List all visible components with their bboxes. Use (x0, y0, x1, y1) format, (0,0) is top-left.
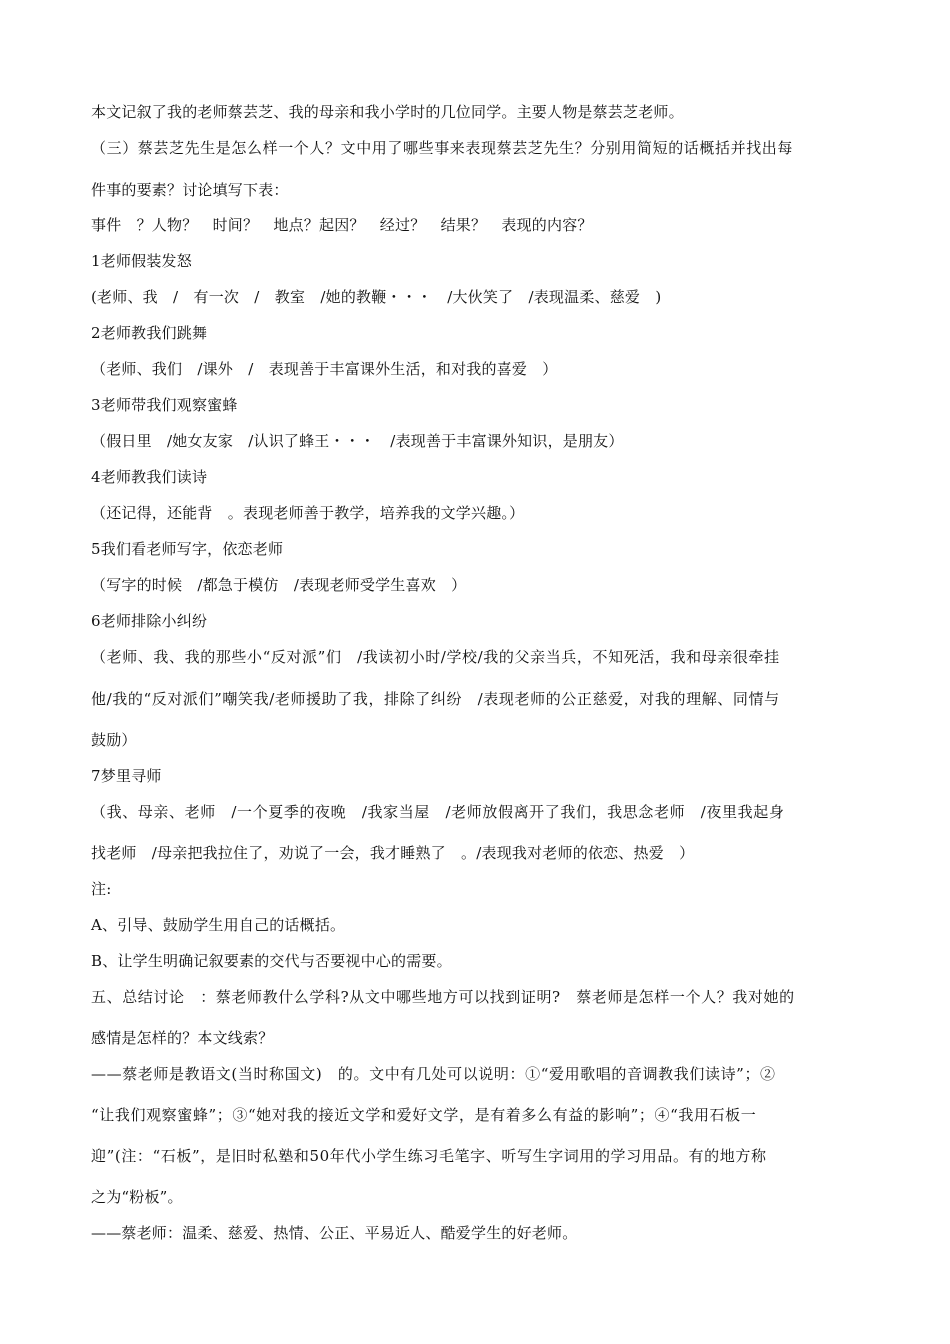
text-line: 感情是怎样的？本文线索？ (91, 1029, 274, 1047)
text-line: “让我们观察蜜蜂”；③“她对我的接近文学和爱好文学，是有着多么有益的影响”；④“我用石板一 (91, 1106, 757, 1124)
text-line: 他/我的“反对派们”嘲笑我/老师援助了我，排除了纠纷 /表现老师的公正慈爱，对我的理解、同情与 (91, 690, 780, 708)
text-line: 4老师教我们读诗 (91, 468, 208, 486)
text-line: 之为“粉板”。 (91, 1188, 183, 1206)
text-line: 6老师排除小纠纷 (91, 612, 208, 630)
text-line: 1老师假装发怒 (91, 252, 192, 270)
text-line: 五、总结讨论 ：蔡老师教什么学科?从文中哪些地方可以找到证明? 蔡老师是怎样一个人？我对她的 (91, 988, 795, 1006)
text-line: 2老师教我们跳舞 (91, 324, 208, 342)
text-line: ——蔡老师是教语文(当时称国文) 的。文中有几处可以说明：①“爱用歌唱的音调教我们读诗”；② (91, 1065, 776, 1083)
text-line: 3老师带我们观察蜜蜂 (91, 396, 238, 414)
text-line: （还记得，还能背 。表现老师善于教学，培养我的文学兴趣。） (91, 504, 525, 522)
text-line: 7梦里寻师 (91, 767, 162, 785)
text-line: 迎”(注：“石板”，是旧时私塾和50年代小学生练习毛笔字、听写生字词用的学习用品。有的地方称 (91, 1147, 767, 1165)
text-line: 找老师 /母亲把我拉住了，劝说了一会，我才睡熟了 。/表现我对老师的依恋、热爱 ） (91, 844, 695, 862)
text-line: A、引导、鼓励学生用自己的话概括。 (91, 916, 346, 934)
text-line: ——蔡老师：温柔、慈爱、热情、公正、平易近人、酷爱学生的好老师。 (91, 1224, 578, 1242)
text-line: 本文记叙了我的老师蔡芸芝、我的母亲和我小学时的几位同学。主要人物是蔡芸芝老师。 (91, 103, 684, 121)
text-line: B、让学生明确记叙要素的交代与否要视中心的需要。 (91, 952, 452, 970)
text-line: 件事的要素？讨论填写下表： (91, 181, 289, 199)
text-line: 鼓励） (91, 731, 137, 749)
text-line: 5我们看老师写字，依恋老师 (91, 540, 284, 558)
text-line: (老师、我 / 有一次 / 教室 /她的教鞭・・・ /大伙笑了 /表现温柔、慈爱 ) (91, 288, 662, 306)
text-line: （假日里 /她女友家 /认识了蜂王・・・ /表现善于丰富课外知识，是朋友） (91, 432, 624, 450)
text-line: （写字的时候 /都急于模仿 /表现老师受学生喜欢 ） (91, 576, 467, 594)
text-line: 事件 ？人物？ 时间？ 地点？起因？ 经过？ 结果？ 表现的内容？ (91, 216, 593, 234)
text-line: （三）蔡芸芝先生是怎么样一个人？文中用了哪些事来表现蔡芸芝先生？分别用简短的话概括并找出每 (91, 139, 794, 157)
text-line: （老师、我、我的那些小“反对派”们 /我读初小时/学校/我的父亲当兵，不知死活，我和母亲很牵挂 (91, 648, 780, 666)
text-line: 注: (91, 880, 112, 898)
text-line: （老师、我们 /课外 / 表现善于丰富课外生活，和对我的喜爱 ） (91, 360, 558, 378)
text-line: （我、母亲、老师 /一个夏季的夜晚 /我家当屋 /老师放假离开了我们，我思念老师 /夜里我起身 (91, 803, 785, 821)
